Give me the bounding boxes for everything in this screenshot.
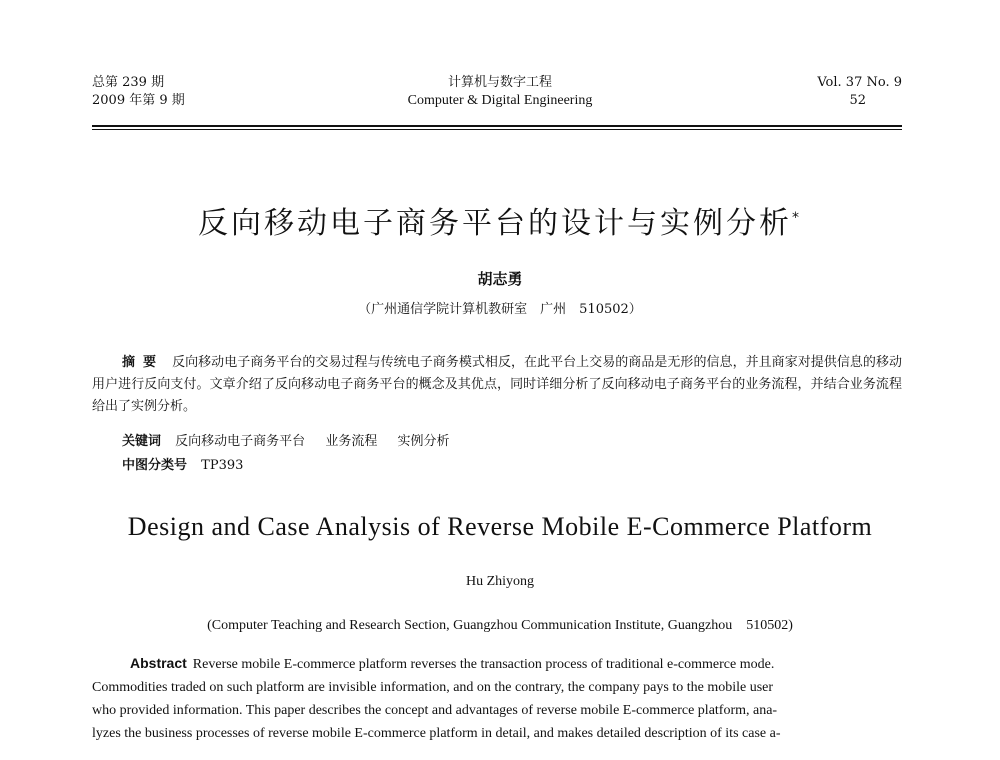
header-rule-thick — [92, 125, 902, 127]
header-rule-thin — [92, 129, 902, 130]
title-cn-text: 反向移动电子商务平台的设计与实例分析 — [198, 206, 792, 241]
classification-cn — [122, 456, 243, 476]
keywords-cn-label: 关键词 — [122, 434, 162, 449]
abstract-en-line: Commodities traded on such platform are invisible information, and on the contrary, the company pays to the mobile user — [92, 680, 774, 695]
journal-name — [330, 74, 670, 110]
issue-year: 2009 年第 9 期 — [92, 93, 185, 108]
keyword: 实例分析 — [397, 434, 450, 449]
classification-cn-label: 中图分类号 — [122, 458, 188, 473]
keyword: 业务流程 — [325, 434, 378, 449]
abstract-cn — [92, 352, 902, 418]
title-footnote-mark: * — [792, 210, 802, 226]
abstract-cn-label: 摘要 — [122, 355, 165, 370]
abstract-en-line: who provided information. This paper describes the concept and advantages of reverse mobile E-commerce platform, ana- — [92, 703, 778, 718]
volume-number: Vol. 37 No. 9 — [817, 75, 902, 90]
classification-cn-value: TP393 — [201, 458, 244, 473]
author-en: Hu Zhiyong — [465, 574, 535, 589]
abstract-cn-text: 反向移动电子商务平台的交易过程与传统电子商务模式相反，在此平台上交易的商品是无形的信息，并且商家对提供信息的移动用户进行反向支付。文章介绍了反向移动电子商务平台的概念及其优点，同时详细分析了反向移动电子商务平台的业务流程，并结合业务流程给出了实例分析。 — [92, 355, 902, 414]
affiliation-en: (Computer Teaching and Research Section, Guangzhou Communication Institute, Guangzhou 510502) — [207, 618, 793, 633]
page-number: 52 — [849, 93, 866, 108]
abstract-en-label: Abstract — [130, 655, 187, 671]
abstract-en-line: lyzes the business processes of reverse mobile E-commerce platform in detail, and makes detailed description of its case a- — [92, 726, 781, 741]
keyword: 反向移动电子商务平台 — [175, 434, 306, 449]
paper-title-cn — [0, 198, 1000, 242]
abstract-en-line-text: Reverse mobile E-commerce platform reverses the transaction process of traditional e-commerce mode. — [192, 657, 775, 672]
abstract-en-line — [92, 652, 902, 676]
author-cn: 胡志勇 — [477, 270, 523, 288]
journal-name-en: Computer & Digital Engineering — [407, 93, 593, 108]
volume-info — [817, 74, 902, 110]
affiliation-cn: （广州通信学院计算机教研室 广州 510502） — [358, 302, 642, 317]
journal-issue-info — [92, 74, 185, 110]
abstract-en — [92, 652, 902, 745]
paper-title-en: Design and Case Analysis of Reverse Mobile E-Commerce Platform — [127, 512, 873, 541]
issue-total: 总第 239 期 — [92, 75, 165, 90]
journal-name-cn: 计算机与数字工程 — [447, 75, 552, 90]
keywords-cn — [122, 432, 465, 452]
